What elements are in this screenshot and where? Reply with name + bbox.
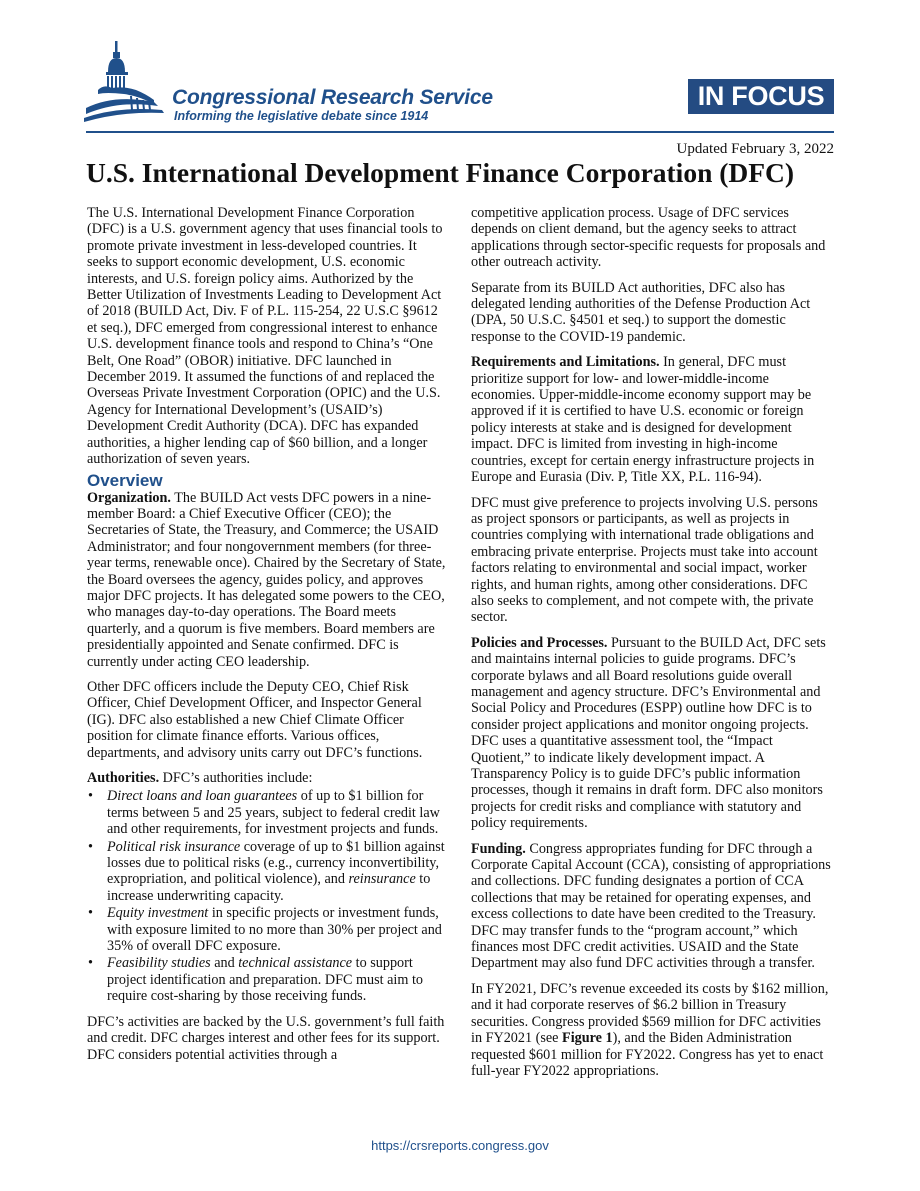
authorities-text: DFC’s authorities include: xyxy=(159,770,313,786)
in-focus-badge: IN FOCUS xyxy=(688,79,834,114)
funding-paragraph xyxy=(471,841,833,972)
fy2021-text-end: ), and the Biden Administration requested $601 million for FY2022. Congress has yet to enact full-year FY2022 appropriations. xyxy=(471,1030,824,1079)
authorities-paragraph xyxy=(87,770,449,786)
list-item xyxy=(87,788,449,837)
brand-tagline: Informing the legislative debate since 1914 xyxy=(174,109,429,123)
bullet-text: coverage of up to $1 billion against losses due to political risks (e.g., currency inconvertibility, expropriation, and political violence), and xyxy=(107,838,445,888)
bullet-text: of up to $1 billion for terms between 5 and 25 years, subject to federal credit law and other requirements, for investment projects and funds. xyxy=(107,788,440,838)
policies-text: Pursuant to the BUILD Act, DFC sets and maintains internal policies to guide programs. DFC’s corporate bylaws and all Board resolutions guide overall management and agency structure. DFC’s Environmental and Social Policy and Procedures (ESPP) outline how DFC is to consider project applications and monitor ongoing projects. DFC uses a quantitative assessment tool, the “Impact Quotient,” to indicate likely development impact. A Transparency Policy is to guide DFC’s public information processes, though it remains in draft form. DFC also monitors projects for credit risks and compliance with statutory and policy requirements. xyxy=(471,634,826,832)
fy2021-text: In FY2021, DFC’s revenue exceeded its costs by $162 million, and it had corporate reserves of $6.2 billion in Treasury securities. Congress provided $569 million for DFC activities in FY2021 (see xyxy=(471,980,829,1047)
footer-url[interactable]: https://crsreports.congress.gov xyxy=(371,1138,549,1153)
bullet-text: in specific projects or investment funds, with exposure limited to no more than 30% per project and 35% of overall DFC exposure. xyxy=(107,905,442,955)
left-column xyxy=(87,205,449,1072)
bullet-emphasis: Feasibility studies xyxy=(107,955,211,972)
policies-paragraph xyxy=(471,635,833,832)
right-column xyxy=(471,205,833,1088)
bullet-emphasis: reinsurance xyxy=(348,871,416,888)
brand-name: Congressional Research Service xyxy=(172,86,493,109)
bullet-text: to support project identification and preparation. DFC must aim to require cost-sharing by those receiving funds. xyxy=(107,955,423,1005)
organization-label: Organization. xyxy=(87,489,171,506)
funding-text: Congress appropriates funding for DFC through a Corporate Capital Account (CCA), consisting of appropriations and collections. DFC funding designates a portion of CCA collections that may be retained for operating expenses, and excess collections to date have been credited to the Treasury. DFC may transfer funds to the “program account,” which finances most DFC credit activities. USAID and the State Department may also fund DFC activities through a transfer. xyxy=(471,840,831,972)
backing-paragraph: DFC’s activities are backed by the U.S. government’s full faith and credit. DFC charges interest and other fees for its support. DFC considers potential activities through a xyxy=(87,1013,445,1063)
bullet-icon: • xyxy=(88,955,93,972)
funding-label: Funding. xyxy=(471,840,526,857)
list-item xyxy=(87,955,449,1004)
fy2021-paragraph xyxy=(471,981,833,1079)
list-item xyxy=(87,905,449,954)
overview-heading: Overview xyxy=(87,470,163,490)
organization-paragraph xyxy=(87,490,449,670)
bullet-icon: • xyxy=(88,788,93,805)
bullet-emphasis: Direct loans and loan guarantees xyxy=(107,788,298,805)
list-item xyxy=(87,839,449,905)
header-divider xyxy=(86,131,834,133)
bullet-icon: • xyxy=(88,838,93,855)
policies-label: Policies and Processes. xyxy=(471,634,608,651)
officers-paragraph: Other DFC officers include the Deputy CEO, Chief Risk Officer, Chief Development Officer, and Inspector General (IG). DFC also established a new Chief Climate Officer position for climate finance efforts. Various offices, departments, and advisory units carry out DFC’s functions. xyxy=(87,678,423,761)
preference-paragraph: DFC must give preference to projects involving U.S. persons as project sponsors or participants, as well as projects in countries complying with international trade obligations and embracing private enterprise. Projects must take into account factors relating to environmental and social impact, worker rights, and human rights, among other considerations. DFC also seeks to complement, and not compete with, the private sector. xyxy=(471,494,818,626)
updated-date: Updated February 3, 2022 xyxy=(676,141,834,157)
requirements-paragraph xyxy=(471,354,833,485)
bullet-text: to increase underwriting capacity. xyxy=(107,871,431,904)
bullet-emphasis: technical assistance xyxy=(238,955,353,972)
requirements-text: In general, DFC must prioritize support for low- and lower-middle-income economies. Upper-middle-income economy support may be approved if it is certified to have U.S. economic or foreign policy interests at stake and is designed for development impact. DFC is limited from investing in high-income countries, except for certain energy infrastructure projects in Europe and Eurasia (Div. P, Title XX, P.L. 116-94). xyxy=(471,354,815,486)
continuation-paragraph: competitive application process. Usage of DFC services depends on client demand, but the agency seeks to attract applications through sector-specific requests for proposals and other outreach activity. xyxy=(471,205,826,271)
bullet-emphasis: Equity investment xyxy=(107,905,209,922)
organization-text: The BUILD Act vests DFC powers in a nine-member Board: a Chief Executive Officer (CEO); the Secretaries of State, the Treasury, and Commerce; the USAID Administrator; and four nongovernment members (for three-year terms, renewable once). Chaired by the Secretary of State, the Board oversees the agency, guides policy, and approves major DFC projects. It has delegated some powers to the CEO, who manages day-to-day operations. The Board meets quarterly, and a quorum is five members. Board members are presidentially appointed and Senate confirmed. DFC is currently under acting CEO leadership. xyxy=(87,489,446,670)
page-header xyxy=(0,0,920,188)
dpa-paragraph: Separate from its BUILD Act authorities, DFC also has delegated lending authorities of the Defense Production Act (DPA, 50 U.S.C. §4501 et seq.) to support the domestic response to the COVID-19 pandemic. xyxy=(471,279,811,345)
page-title: U.S. International Development Finance Corporation (DFC) xyxy=(86,157,795,188)
bullet-text: and xyxy=(210,955,239,972)
authorities-list xyxy=(87,788,449,1004)
capitol-dome-logo xyxy=(84,38,174,124)
requirements-label: Requirements and Limitations. xyxy=(471,354,660,371)
authorities-label: Authorities. xyxy=(87,770,160,786)
intro-paragraph: The U.S. International Development Finance Corporation (DFC) is a U.S. government agency that uses financial tools to promote private investment in less-developed countries. It seeks to support economic development, U.S. economic interests, and U.S. foreign policy aims. Authorized by the Better Utilization of Investments Leading to Development Act of 2018 (BUILD Act, Div. F of P.L. 115-254, 22 U.S.C §9612 et seq.), DFC emerged from congressional interest to enhance U.S. development finance tools and respond to China’s “One Belt, One Road” (OBOR) initiative. DFC launched in December 2019. It assumed the functions of and replaced the Overseas Private Investment Corporation (OPIC) and the U.S. Agency for International Development’s (USAID’s) Development Credit Authority (DCA). DFC has expanded authorities, a higher lending cap of $60 billion, and a longer authorization of seven years. xyxy=(87,205,443,468)
figure-1-reference: Figure 1 xyxy=(562,1030,613,1047)
bullet-emphasis: Political risk insurance xyxy=(107,838,241,855)
bullet-icon: • xyxy=(88,905,93,922)
